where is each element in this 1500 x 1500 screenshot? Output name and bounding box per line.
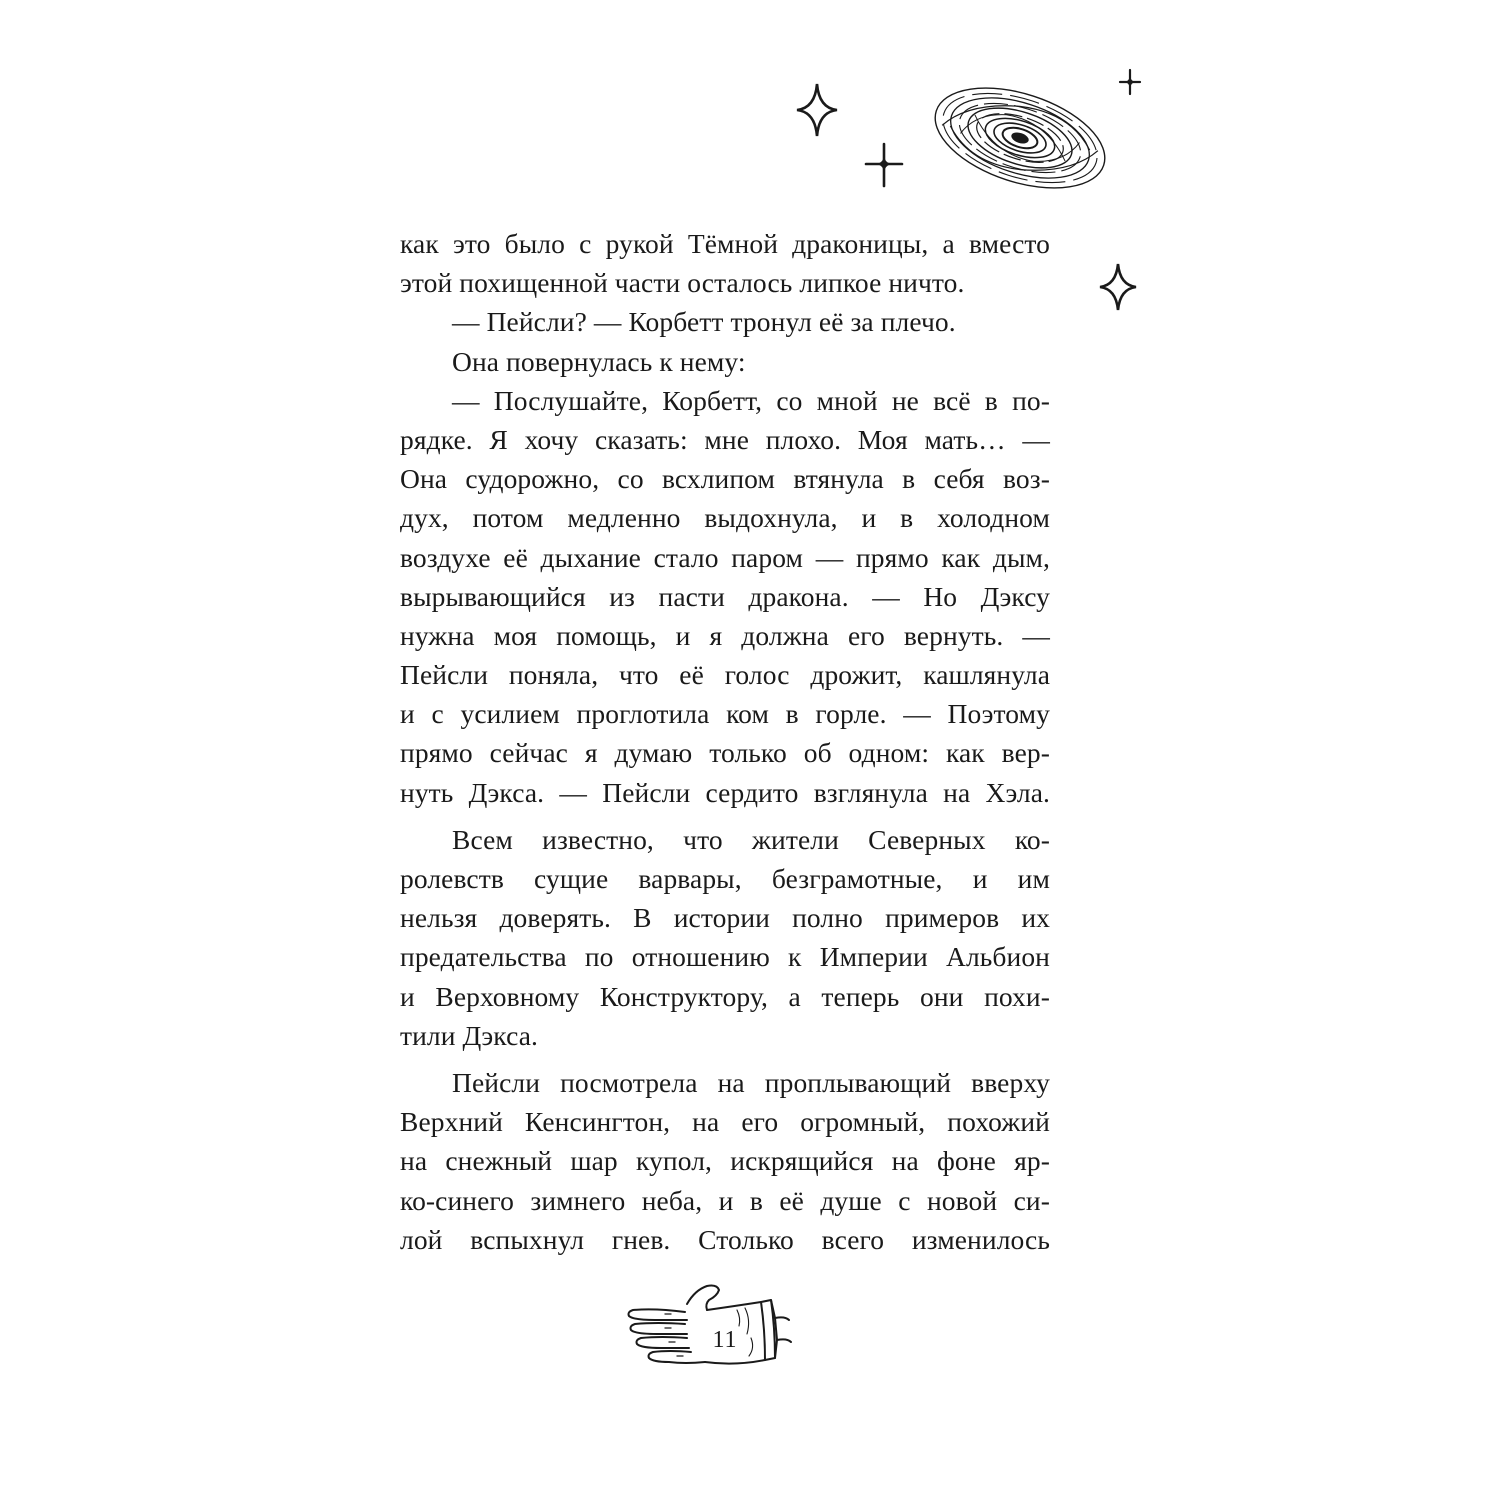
text-line: лой вспыхнул гнев. Столько всего изменилось [400,1223,1050,1255]
text-line: рядке. Я хочу сказать: мне плохо. Моя мать… — [400,423,1050,455]
text-line: вырывающийся из пасти дракона. — Но Дэксу [400,580,1050,612]
body-text [400,224,1050,1259]
text-line: ко-синего зимнего неба, и в её душе с новой си- [400,1184,1050,1216]
text-line: на снежный шар купол, искрящийся на фоне яр- [400,1145,1050,1177]
text-line: Всем известно, что жители Северных ко- [452,823,1050,855]
page-number: 11 [712,1327,738,1353]
text-line: нуть Дэкса. — Пейсли сердито взглянула на Хэла. [400,776,1050,808]
sparkle-star-icon [1098,262,1138,312]
text-line: — Послушайте, Корбетт, со мной не всё в по- [452,384,1050,416]
galaxy-spiral-icon [920,72,1116,220]
text-line: Пейсли поняла, что её голос дрожит, кашлянула [400,659,1050,691]
text-line: предательства по отношению к Империи Альбион [400,941,1050,973]
text-line: Она повернулась к нему: [452,345,746,377]
text-line: ролевств сущие варвары, безграмотные, и им [400,863,1050,894]
text-line: Она судорожно, со всхлипом втянула в себя воз- [400,463,1050,495]
text-line: как это было с рукой Тёмной драконицы, а вместо [400,228,1050,259]
text-line: тили Дэкса. [400,1019,539,1051]
plus-star-icon [1118,68,1142,96]
text-line: — Пейсли? — Корбетт тронул её за плечо. [452,306,956,338]
text-line: нужна моя помощь, и я должна его вернуть. — [400,619,1050,651]
text-line: дух, потом медленно выдохнула, и в холодном [400,502,1050,534]
text-line: и Верховному Конструктору, а теперь они похи- [400,980,1050,1012]
sparkle-star-icon [795,82,839,138]
text-line: воздухе её дыхание стало паром — прямо как дым, [400,541,1050,573]
text-line: Пейсли посмотрела на проплывающий вверху [452,1066,1050,1098]
text-line: нельзя доверять. В истории полно примеров их [400,902,1050,934]
text-line: этой похищенной части осталось липкое ничто. [400,267,965,299]
text-line: прямо сейчас я думаю только об одном: как вер- [400,737,1050,769]
text-line: Верхний Кенсингтон, на его огромный, похожий [400,1106,1050,1138]
text-line: и с усилием проглотила ком в горле. — Поэтому [400,698,1050,730]
plus-star-icon [864,142,904,188]
